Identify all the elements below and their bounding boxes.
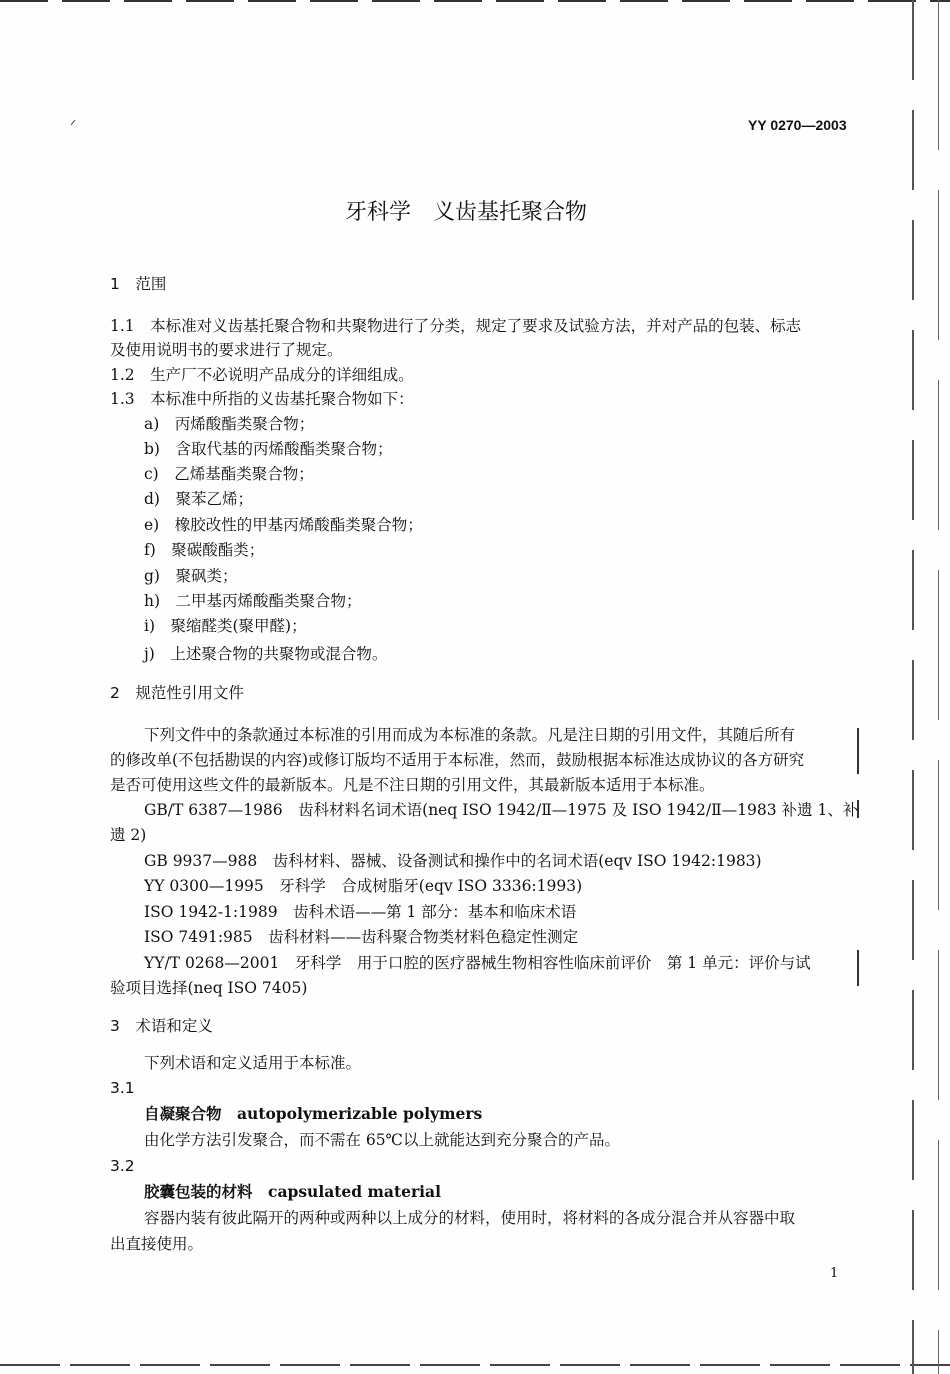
section-2-heading: 2 规范性引用文件 <box>110 684 244 702</box>
term-3-1-title: 自凝聚合物 autopolymerizable polymers <box>144 1104 483 1123</box>
list-item: c) 乙烯基酯类聚合物； <box>144 465 314 483</box>
margin-mark <box>857 728 859 774</box>
reference-2: GB 9937—988 齿科材料、器械、设备测试和操作中的名词术语(eqv ISO 1942:1983) <box>144 852 762 870</box>
section-2-intro-line1: 下列文件中的条款通过本标准的引用而成为本标准的条款。凡是注日期的引用文件，其随后所有 <box>144 726 796 744</box>
clause-1-3: 1.3 本标准中所指的义齿基托聚合物如下： <box>110 390 414 408</box>
scan-border-right <box>912 0 914 1374</box>
term-3-2-number: 3.2 <box>110 1157 135 1175</box>
reference-5: ISO 7491:985 齿科材料——齿科聚合物类材料色稳定性测定 <box>144 928 579 946</box>
section-3-intro: 下列术语和定义适用于本标准。 <box>144 1054 362 1072</box>
scan-border-top <box>0 0 950 2</box>
section-1-heading: 1 范围 <box>110 275 167 293</box>
reference-3: YY 0300—1995 牙科学 合成树脂牙(eqv ISO 3336:1993) <box>144 877 583 895</box>
list-item: b) 含取代基的丙烯酸酯类聚合物； <box>144 440 393 458</box>
section-2-intro-line2: 的修改单(不包括勘误的内容)或修订版均不适用于本标准，然而，鼓励根据本标准达成协议的各方研究 <box>110 751 805 769</box>
section-2-intro-line3: 是否可使用这些文件的最新版本。凡是不注日期的引用文件，其最新版本适用于本标准。 <box>110 776 715 794</box>
section-3-heading: 3 术语和定义 <box>110 1017 213 1035</box>
term-3-1-definition: 由化学方法引发聚合，而不需在 65℃以上就能达到充分聚合的产品。 <box>144 1131 620 1149</box>
clause-1-1-line1: 1.1 本标准对义齿基托聚合物和共聚物进行了分类，规定了要求及试验方法，并对产品的包装、标志 <box>110 317 802 335</box>
list-item: g) 聚砜类； <box>144 567 238 585</box>
list-item: d) 聚苯乙烯； <box>144 490 253 508</box>
list-item: a) 丙烯酸酯类聚合物； <box>144 415 315 433</box>
term-3-2-title: 胶囊包装的材料 capsulated material <box>144 1182 441 1201</box>
scan-border-bottom <box>0 1364 950 1366</box>
page-number: 1 <box>830 1266 839 1281</box>
term-3-2-definition-line2: 出直接使用。 <box>110 1235 204 1253</box>
list-item: i) 聚缩醛类(聚甲醛)； <box>144 617 307 635</box>
clause-1-2: 1.2 生产厂不必说明产品成分的详细组成。 <box>110 366 414 384</box>
reference-6-line2: 验项目选择(neq ISO 7405) <box>110 979 308 997</box>
list-item: j) 上述聚合物的共聚物或混合物。 <box>144 645 388 663</box>
list-item: e) 橡胶改性的甲基丙烯酸酯类聚合物； <box>144 516 423 534</box>
reference-1-line1: GB/T 6387—1986 齿科材料名词术语(neq ISO 1942/Ⅱ—1975 及 ISO 1942/Ⅱ—1983 补遗 1、补 <box>144 801 859 819</box>
term-3-2-definition-line1: 容器内装有彼此隔开的两种或两种以上成分的材料，使用时，将材料的各成分混合并从容器中取 <box>144 1209 796 1227</box>
reference-4: ISO 1942-1:1989 齿科术语——第 1 部分：基本和临床术语 <box>144 903 577 921</box>
scan-speck <box>71 120 76 125</box>
standard-code: YY 0270—2003 <box>748 117 847 133</box>
reference-6-line1: YY/T 0268—2001 牙科学 用于口腔的医疗器械生物相容性临床前评价 第 1 单元：评价与试 <box>144 954 811 972</box>
margin-mark <box>857 950 859 986</box>
list-item: f) 聚碳酸酯类； <box>144 541 265 559</box>
document-title: 牙科学 义齿基托聚合物 <box>345 200 588 225</box>
scan-border-right-outer <box>938 0 939 1374</box>
clause-1-1-line2: 及使用说明书的要求进行了规定。 <box>110 341 343 359</box>
reference-1-line2: 遗 2) <box>110 826 147 844</box>
list-item: h) 二甲基丙烯酸酯类聚合物； <box>144 592 362 610</box>
term-3-1-number: 3.1 <box>110 1079 135 1097</box>
